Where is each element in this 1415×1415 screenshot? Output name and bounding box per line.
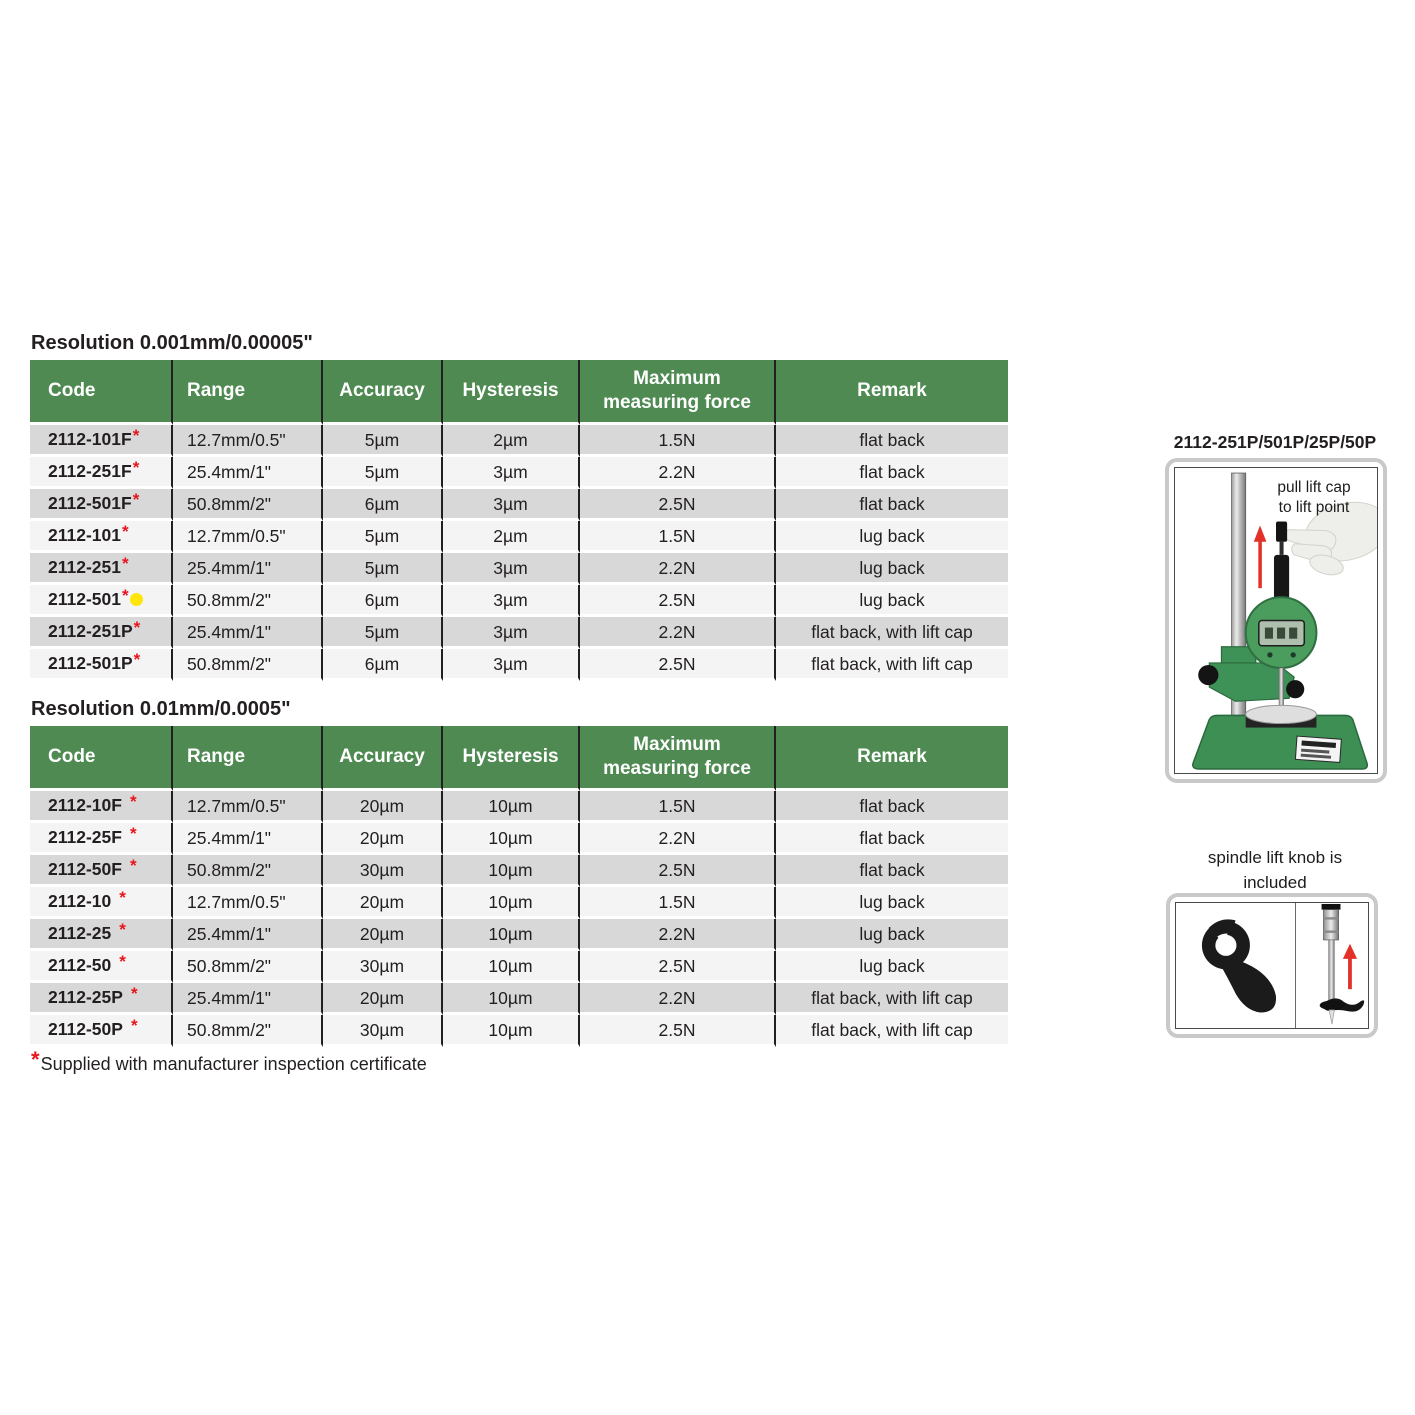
accuracy-cell: 20µm	[323, 887, 443, 919]
spindle	[1279, 668, 1284, 706]
remark-cell: flat back, with lift cap	[776, 983, 1008, 1015]
hysteresis-cell: 3µm	[443, 489, 580, 521]
code-text: 2112-50P	[48, 1019, 123, 1039]
table-1-header	[30, 360, 1008, 425]
column-header: Code	[30, 726, 173, 791]
certificate-asterisk: *	[129, 824, 137, 843]
table-row	[30, 951, 1008, 983]
code-text: 2112-50	[48, 955, 112, 975]
table-row	[30, 521, 1008, 553]
code-cell	[30, 1015, 173, 1047]
remark-cell: flat back, with lift cap	[776, 617, 1008, 649]
max-force-cell: 2.5N	[580, 649, 776, 681]
max-force-cell: 2.2N	[580, 457, 776, 489]
max-force-cell: 2.5N	[580, 1015, 776, 1047]
hysteresis-cell: 10µm	[443, 887, 580, 919]
range-cell: 50.8mm/2"	[173, 855, 323, 887]
section-title-resolution-001: Resolution 0.01mm/0.0005"	[31, 698, 291, 720]
footnote	[31, 1047, 427, 1076]
range-cell: 25.4mm/1"	[173, 823, 323, 855]
range-cell: 12.7mm/0.5"	[173, 887, 323, 919]
height-stand-photo-frame	[1165, 458, 1387, 783]
table-row	[30, 649, 1008, 681]
accuracy-cell: 5µm	[323, 553, 443, 585]
certificate-asterisk: *	[119, 888, 126, 907]
max-force-cell: 2.2N	[580, 919, 776, 951]
accuracy-cell: 5µm	[323, 425, 443, 457]
hysteresis-cell: 3µm	[443, 617, 580, 649]
accuracy-cell: 30µm	[323, 855, 443, 887]
table-row	[30, 425, 1008, 457]
remark-cell: flat back	[776, 489, 1008, 521]
hysteresis-cell: 10µm	[443, 791, 580, 823]
spec-table-resolution-0001	[30, 360, 1008, 681]
hysteresis-cell: 3µm	[443, 649, 580, 681]
certificate-asterisk: *	[122, 522, 129, 541]
remark-cell: flat back, with lift cap	[776, 649, 1008, 681]
spindle-panel	[1295, 903, 1368, 1028]
accuracy-cell: 5µm	[323, 617, 443, 649]
code-text: 2112-10F	[48, 795, 122, 815]
code-cell	[30, 521, 173, 553]
remark-cell: lug back	[776, 521, 1008, 553]
max-force-cell: 2.5N	[580, 585, 776, 617]
spec-table-1-wrapper	[30, 360, 1008, 681]
certificate-asterisk: *	[129, 856, 137, 875]
range-cell: 25.4mm/1"	[173, 919, 323, 951]
max-force-cell: 1.5N	[580, 425, 776, 457]
certificate-asterisk: *	[130, 984, 138, 1003]
remark-cell: flat back	[776, 791, 1008, 823]
code-cell	[30, 983, 173, 1015]
max-force-cell: 2.5N	[580, 855, 776, 887]
table-1-body	[30, 425, 1008, 681]
certificate-asterisk: *	[119, 920, 126, 939]
accuracy-cell: 6µm	[323, 489, 443, 521]
code-cell	[30, 425, 173, 457]
table-row	[30, 887, 1008, 919]
base-label	[1295, 736, 1341, 762]
table-row	[30, 585, 1008, 617]
code-cell	[30, 649, 173, 681]
code-cell	[30, 887, 173, 919]
accuracy-cell: 5µm	[323, 521, 443, 553]
certificate-asterisk: *	[119, 952, 126, 971]
code-cell	[30, 457, 173, 489]
code-text: 2112-101F	[48, 429, 132, 449]
remark-cell: lug back	[776, 951, 1008, 983]
hysteresis-cell: 10µm	[443, 951, 580, 983]
max-force-cell: 2.2N	[580, 823, 776, 855]
remark-cell: flat back	[776, 823, 1008, 855]
hysteresis-cell: 3µm	[443, 553, 580, 585]
max-force-cell: 2.2N	[580, 553, 776, 585]
lift-knob-photo	[1175, 902, 1369, 1029]
range-cell: 25.4mm/1"	[173, 457, 323, 489]
range-cell: 50.8mm/2"	[173, 649, 323, 681]
code-text: 2112-50F	[48, 859, 122, 879]
table-row	[30, 553, 1008, 585]
column-header: Range	[173, 360, 323, 425]
code-cell	[30, 823, 173, 855]
column-header: Maximum measuring force	[580, 726, 776, 791]
clamp-knob	[1198, 665, 1218, 685]
code-text: 2112-101	[48, 525, 121, 545]
table-row	[30, 823, 1008, 855]
max-force-cell: 1.5N	[580, 887, 776, 919]
digital-indicator	[1246, 597, 1317, 668]
table-2-header	[30, 726, 1008, 791]
column-header: Maximum measuring force	[580, 360, 776, 425]
max-force-cell: 2.2N	[580, 983, 776, 1015]
attached-lift-knob	[1320, 998, 1364, 1011]
certificate-asterisk: *	[122, 586, 129, 605]
code-text: 2112-501F	[48, 493, 132, 513]
footnote-text: Supplied with manufacturer inspection certificate	[40, 1054, 427, 1074]
certificate-asterisk: *	[130, 1016, 138, 1035]
spindle-lift-knob	[1201, 915, 1276, 1013]
accuracy-cell: 6µm	[323, 649, 443, 681]
table-row	[30, 919, 1008, 951]
range-cell: 12.7mm/0.5"	[173, 791, 323, 823]
spindle-with-knob	[1320, 904, 1364, 1024]
code-text: 2112-251	[48, 557, 121, 577]
code-text: 2112-10	[48, 891, 112, 911]
remark-cell: lug back	[776, 553, 1008, 585]
hysteresis-cell: 2µm	[443, 521, 580, 553]
column-header: Code	[30, 360, 173, 425]
column-header: Remark	[776, 726, 1008, 791]
code-text: 2112-501P	[48, 653, 133, 673]
spindle-illustration	[1296, 903, 1368, 1028]
spindle-knob-note	[1163, 845, 1387, 895]
spindle-note-line1: spindle lift knob is	[1207, 848, 1343, 867]
code-text: 2112-501	[48, 589, 121, 609]
max-force-cell: 2.2N	[580, 617, 776, 649]
certificate-asterisk: *	[133, 650, 141, 669]
hysteresis-cell: 3µm	[443, 585, 580, 617]
code-text: 2112-25F	[48, 827, 122, 847]
column-header: Range	[173, 726, 323, 791]
certificate-asterisk: *	[133, 618, 141, 637]
column-header: Accuracy	[323, 360, 443, 425]
certificate-asterisk: *	[132, 458, 140, 477]
yellow-dot-marker	[130, 593, 143, 606]
pull-note-line1: pull lift cap	[1277, 479, 1351, 496]
accuracy-cell: 5µm	[323, 457, 443, 489]
code-cell	[30, 617, 173, 649]
range-cell: 50.8mm/2"	[173, 951, 323, 983]
spec-table-resolution-001	[30, 726, 1008, 1047]
code-cell	[30, 855, 173, 887]
range-cell: 25.4mm/1"	[173, 983, 323, 1015]
column-header: Remark	[776, 360, 1008, 425]
certificate-asterisk: *	[122, 554, 129, 573]
range-cell: 50.8mm/2"	[173, 585, 323, 617]
column-header: Accuracy	[323, 726, 443, 791]
code-cell	[30, 585, 173, 617]
accuracy-cell: 6µm	[323, 585, 443, 617]
certificate-asterisk: *	[132, 426, 140, 445]
remark-cell: flat back	[776, 457, 1008, 489]
table-row	[30, 791, 1008, 823]
spec-table-2-wrapper	[30, 726, 1008, 1047]
range-cell: 25.4mm/1"	[173, 553, 323, 585]
accuracy-cell: 20µm	[323, 791, 443, 823]
range-cell: 50.8mm/2"	[173, 489, 323, 521]
pull-lift-cap-note	[1255, 478, 1373, 518]
table-row	[30, 855, 1008, 887]
accuracy-cell: 20µm	[323, 823, 443, 855]
column-header: Hysteresis	[443, 360, 580, 425]
remark-cell: lug back	[776, 585, 1008, 617]
remark-cell: flat back, with lift cap	[776, 1015, 1008, 1047]
table-row	[30, 489, 1008, 521]
certificate-asterisk: *	[132, 490, 140, 509]
up-arrow-icon	[1343, 944, 1357, 989]
accuracy-cell: 30µm	[323, 951, 443, 983]
table-row	[30, 457, 1008, 489]
code-text: 2112-251P	[48, 621, 133, 641]
accuracy-cell: 20µm	[323, 919, 443, 951]
range-cell: 25.4mm/1"	[173, 617, 323, 649]
pull-note-line2: to lift point	[1278, 499, 1350, 516]
section-title-resolution-0001: Resolution 0.001mm/0.00005"	[31, 332, 313, 354]
arm-knob	[1286, 680, 1304, 698]
hysteresis-cell: 2µm	[443, 425, 580, 457]
remark-cell: flat back	[776, 855, 1008, 887]
side-caption-models: 2112-251P/501P/25P/50P	[1173, 432, 1377, 452]
table-2-body	[30, 791, 1008, 1047]
max-force-cell: 1.5N	[580, 521, 776, 553]
lift-cap	[1274, 522, 1289, 608]
hysteresis-cell: 10µm	[443, 855, 580, 887]
certificate-asterisk: *	[129, 792, 137, 811]
table-row	[30, 617, 1008, 649]
column-header: Hysteresis	[443, 726, 580, 791]
range-cell: 12.7mm/0.5"	[173, 425, 323, 457]
header-row	[30, 726, 1008, 791]
hysteresis-cell: 10µm	[443, 983, 580, 1015]
code-cell	[30, 489, 173, 521]
range-cell: 50.8mm/2"	[173, 1015, 323, 1047]
hysteresis-cell: 10µm	[443, 1015, 580, 1047]
accuracy-cell: 20µm	[323, 983, 443, 1015]
range-cell: 12.7mm/0.5"	[173, 521, 323, 553]
footnote-asterisk: *	[31, 1047, 40, 1072]
code-text: 2112-25P	[48, 987, 123, 1007]
hysteresis-cell: 10µm	[443, 919, 580, 951]
table-row	[30, 983, 1008, 1015]
code-cell	[30, 951, 173, 983]
code-cell	[30, 553, 173, 585]
anvil	[1246, 705, 1317, 727]
remark-cell: lug back	[776, 887, 1008, 919]
max-force-cell: 2.5N	[580, 951, 776, 983]
code-cell	[30, 919, 173, 951]
table-row	[30, 1015, 1008, 1047]
remark-cell: lug back	[776, 919, 1008, 951]
spindle-note-line2: included	[1243, 873, 1307, 892]
code-text: 2112-251F	[48, 461, 132, 481]
lift-knob-panel	[1176, 903, 1295, 1028]
code-text: 2112-25	[48, 923, 112, 943]
lift-knob-illustration	[1176, 903, 1295, 1028]
max-force-cell: 2.5N	[580, 489, 776, 521]
hysteresis-cell: 3µm	[443, 457, 580, 489]
accuracy-cell: 30µm	[323, 1015, 443, 1047]
code-cell	[30, 791, 173, 823]
header-row	[30, 360, 1008, 425]
hysteresis-cell: 10µm	[443, 823, 580, 855]
height-stand-photo	[1174, 467, 1378, 774]
up-arrow-icon	[1254, 526, 1267, 589]
max-force-cell: 1.5N	[580, 791, 776, 823]
lift-knob-photo-frame	[1166, 893, 1378, 1038]
remark-cell: flat back	[776, 425, 1008, 457]
